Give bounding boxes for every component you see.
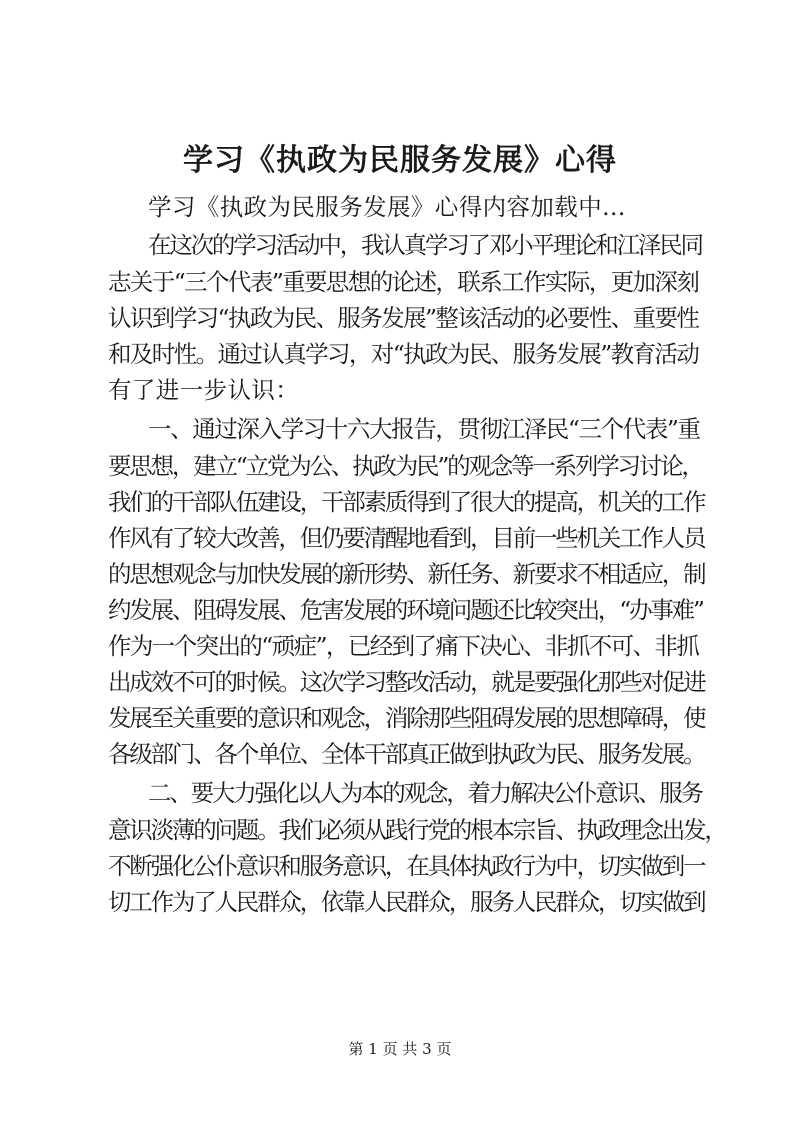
body-line: 有了进一步认识： [108,376,300,404]
body-line: 在这次的学习活动中，我认真学习了邓小平理论和江泽民同 [148,231,702,259]
body-line: 认识到学习“执政为民、服务发展”整该活动的必要性、重要性 [108,304,699,332]
body-line: 作风有了较大改善，但仍要清醒地看到，目前一些机关工作人员 [108,524,705,552]
body-line: 一、通过深入学习十六大报告，贯彻江泽民“三个代表”重 [148,415,700,443]
body-line: 出成效不可的时候。这次学习整改活动，就是要强化那些对促进 [108,668,705,696]
body-line: 意识淡薄的问题。我们必须从践行党的根本宗旨、执政理念出发， [108,816,726,844]
body-line: 要思想，建立“立党为公、执政为民”的观念等一系列学习讨论， [108,452,703,480]
document-title: 学习《执政为民服务发展》心得 [183,143,617,178]
body-line: 约发展、阻碍发展、危害发展的环境问题还比较突出，“办事难” [108,596,703,624]
body-line: 各级部门、各个单位、全体干部真正做到执政为民、服务发展。 [108,740,705,768]
body-line: 切工作为了人民群众，依靠人民群众，服务人民群众，切实做到 [108,888,705,916]
body-line: 不断强化公仆意识和服务意识，在具体执政行为中，切实做到一 [108,852,705,880]
body-line: 志关于“三个代表”重要思想的论述，联系工作实际，更加深刻 [108,268,699,296]
body-line: 的思想观念与加快发展的新形势、新任务、新要求不相适应，制 [108,560,705,588]
body-line: 二、要大力强化以人为本的观念，着力解决公仆意识、服务 [148,779,702,807]
body-line: 和及时性。通过认真学习，对“执政为民、服务发展”教育活动 [108,340,699,368]
page-number-footer: 第 1 页 共 3 页 [348,1040,452,1058]
body-line: 学习《执政为民服务发展》心得内容加载中... [148,193,626,221]
body-line: 作为一个突出的“顽症”，已经到了痛下决心、非抓不可、非抓 [108,632,699,660]
body-line: 发展至关重要的意识和观念，消除那些阻碍发展的思想障碍，使 [108,704,705,732]
body-line: 我们的干部队伍建设，干部素质得到了很大的提高，机关的工作 [108,488,705,516]
